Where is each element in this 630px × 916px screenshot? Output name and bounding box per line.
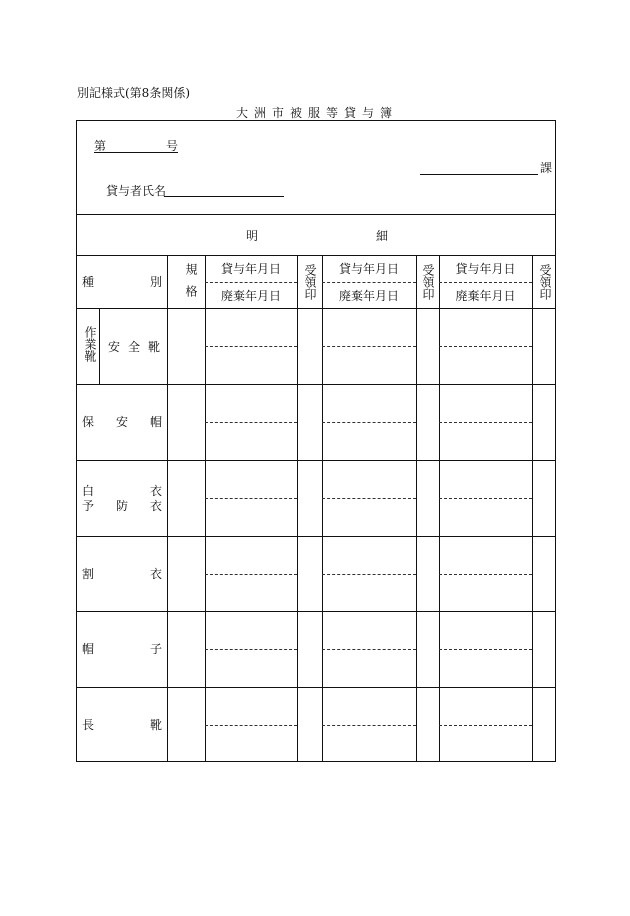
- lend-date-header-3: 貸与年月日: [455, 262, 516, 276]
- row-safety-shoes: 安全靴: [108, 340, 169, 354]
- rule-row-1: [76, 308, 556, 309]
- section-label: 課: [540, 161, 553, 175]
- col-rule-type: [167, 255, 168, 762]
- row-split-coat: [82, 567, 162, 581]
- row-date-divider: [322, 422, 416, 423]
- column-type-header: [82, 275, 162, 289]
- lend-date-header-1: 貸与年月日: [220, 262, 281, 276]
- rule-row-4: [76, 536, 556, 537]
- col-rule-date-3: [532, 255, 533, 762]
- row-safety-helmet: [82, 415, 162, 429]
- document-title: 大洲市被服等貸与簿: [236, 106, 399, 120]
- ledger-frame: [76, 120, 556, 762]
- row-date-divider: [322, 346, 416, 347]
- row-date-divider: [205, 498, 297, 499]
- rule-row-3: [76, 460, 556, 461]
- header-divider-2: [322, 282, 416, 283]
- row-date-divider: [322, 649, 416, 650]
- row-long-boots: [82, 718, 162, 732]
- row-date-divider: [205, 725, 297, 726]
- row-date-divider: [205, 649, 297, 650]
- row-date-divider: [322, 725, 416, 726]
- column-spec-header: 規格: [184, 263, 198, 307]
- row-label-char: 安: [115, 415, 128, 429]
- row-white-coat: [82, 484, 162, 498]
- row-label-char: 防: [115, 499, 128, 513]
- row-date-divider: [439, 498, 532, 499]
- row-label-char: 予: [82, 499, 95, 513]
- row-label-char: 白: [82, 484, 95, 498]
- lend-date-header-2: 貸与年月日: [338, 262, 399, 276]
- column-type-a: 種: [82, 275, 95, 289]
- row-date-divider: [205, 422, 297, 423]
- section-field-line[interactable]: [420, 174, 538, 175]
- borrower-label: 貸与者氏名: [106, 184, 167, 198]
- row-workshoe-group: 作業靴: [83, 326, 97, 362]
- row-date-divider: [439, 346, 532, 347]
- receipt-seal-header-2: 受領印: [421, 264, 435, 300]
- col-rule-seal-1: [322, 255, 323, 762]
- rule-row-6: [76, 687, 556, 688]
- dispose-date-header-1: 廃棄年月日: [220, 289, 281, 303]
- row-label-char: 衣: [149, 499, 162, 513]
- col-rule-spec: [205, 255, 206, 762]
- receipt-seal-header-1: 受領印: [303, 264, 317, 300]
- row-label-char: 帽: [149, 415, 162, 429]
- row-label-char: 長: [82, 718, 95, 732]
- row-date-divider: [205, 574, 297, 575]
- receipt-seal-header-3: 受領印: [538, 264, 552, 300]
- row-date-divider: [322, 498, 416, 499]
- row-hat: [82, 642, 162, 656]
- header-divider-1: [205, 282, 297, 283]
- detail-label-1: 明: [246, 229, 259, 243]
- dispose-date-header-3: 廃棄年月日: [455, 289, 516, 303]
- number-prefix: 第: [94, 139, 107, 153]
- row-date-divider: [439, 422, 532, 423]
- column-type-b: 別: [149, 275, 162, 289]
- row-date-divider: [439, 649, 532, 650]
- header-divider-3: [439, 282, 532, 283]
- row-label-char: 靴: [149, 718, 162, 732]
- col-rule-date-2: [416, 255, 417, 762]
- row-date-divider: [322, 574, 416, 575]
- row-label-char: 帽: [82, 642, 95, 656]
- col-rule-seal-2: [439, 255, 440, 762]
- row-protective-coat: [82, 499, 162, 513]
- row-date-divider: [439, 725, 532, 726]
- form-reference: 別記様式(第8条関係): [77, 86, 190, 100]
- number-suffix: 号: [166, 139, 179, 153]
- col-rule-date-1: [297, 255, 298, 762]
- dispose-date-header-2: 廃棄年月日: [338, 289, 399, 303]
- rule-row-5: [76, 611, 556, 612]
- row-label-char: 保: [82, 415, 95, 429]
- row-date-divider: [439, 574, 532, 575]
- row-label-char: 衣: [149, 484, 162, 498]
- row-label-char: 割: [82, 567, 95, 581]
- col-rule-workshoe-group: [99, 308, 100, 384]
- rule-detail-top: [76, 214, 556, 215]
- row-date-divider: [205, 346, 297, 347]
- rule-header-top: [76, 255, 556, 256]
- row-label-char: 子: [149, 642, 162, 656]
- borrower-name-line[interactable]: [164, 196, 284, 197]
- rule-row-2: [76, 384, 556, 385]
- row-label-char: 衣: [149, 567, 162, 581]
- detail-label-2: 細: [376, 229, 389, 243]
